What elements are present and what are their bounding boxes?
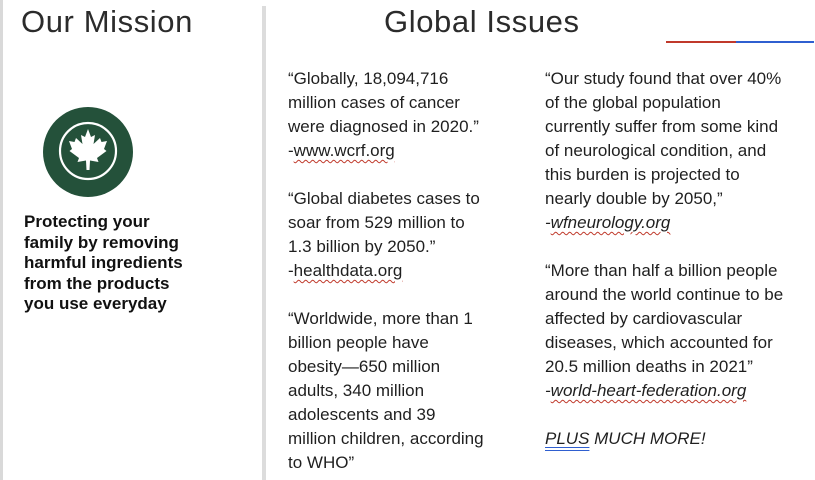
mission-tagline	[24, 212, 224, 315]
quote-line: “Global diabetes cases to	[288, 189, 480, 208]
quote-line: adolescents and 39	[288, 405, 436, 424]
quote-line: to WHO”	[288, 453, 355, 472]
quote-block	[545, 67, 813, 235]
source-link[interactable]: www.wcrf.org	[293, 141, 395, 160]
source-prefix: -	[545, 213, 551, 232]
quote-block	[288, 67, 523, 163]
quote-line: “Worldwide, more than 1	[288, 309, 473, 328]
source-link[interactable]: healthdata.org	[293, 261, 403, 280]
tagline-line: you use everyday	[24, 294, 167, 313]
source-prefix: -	[545, 381, 551, 400]
quote-spacer	[545, 235, 813, 259]
quote-line: around the world continue to be	[545, 285, 784, 304]
tagline-line: Protecting your	[24, 212, 150, 231]
source-link[interactable]: wfneurology.org	[550, 213, 671, 232]
source-row	[288, 259, 523, 283]
column-divider	[262, 6, 266, 480]
quote-line: million children, according	[288, 429, 484, 448]
quote-line: adults, 340 million	[288, 381, 425, 400]
quote-spacer	[545, 403, 813, 427]
quote-line: obesity—650 million	[288, 357, 441, 376]
quote-line: billion people have	[288, 333, 429, 352]
source-row	[545, 211, 813, 235]
mission-title: Our Mission	[21, 4, 193, 39]
source-row	[545, 379, 813, 403]
quote-line: 1.3 billion by 2050.”	[288, 237, 436, 256]
tagline-line: harmful ingredients	[24, 253, 183, 272]
quote-line: “Globally, 18,094,716	[288, 69, 449, 88]
tagline-line: family by removing	[24, 232, 179, 252]
issues-column-right	[545, 67, 813, 451]
quote-line: were diagnosed in 2020.”	[288, 117, 479, 136]
quote-block	[288, 187, 523, 283]
quote-line: million cases of cancer	[288, 93, 460, 112]
quote-spacer	[288, 163, 523, 187]
source-link[interactable]: world-heart-federation.org	[550, 381, 747, 400]
quote-line: of neurological condition, and	[545, 141, 767, 160]
quote-line: this burden is projected to	[545, 165, 740, 184]
quote-line: soar from 529 million to	[288, 213, 465, 232]
maple-leaf-icon	[43, 107, 133, 197]
left-edge-bar	[0, 0, 3, 480]
issues-column-left	[288, 67, 523, 475]
plus-much-more	[545, 427, 813, 451]
accent-line-red	[666, 41, 736, 43]
quote-line: nearly double by 2050,”	[545, 189, 723, 208]
quote-line: currently suffer from some kind	[545, 117, 779, 136]
quote-block	[288, 307, 523, 475]
accent-line-blue	[736, 41, 814, 43]
quote-line: diseases, which accounted for	[545, 333, 773, 352]
quote-line: “Our study found that over 40%	[545, 69, 782, 88]
plus-word: PLUS	[545, 429, 590, 448]
source-prefix: -	[288, 141, 294, 160]
source-prefix: -	[288, 261, 294, 280]
quote-block	[545, 259, 813, 403]
plus-rest: MUCH MORE!	[589, 429, 706, 448]
source-row	[288, 139, 523, 163]
quote-line: “More than half a billion people	[545, 261, 778, 280]
quote-line: of the global population	[545, 93, 721, 112]
quote-line: affected by cardiovascular	[545, 309, 743, 328]
quote-spacer	[288, 283, 523, 307]
global-issues-title: Global Issues	[384, 4, 580, 39]
tagline-line: from the products	[24, 273, 170, 293]
quote-line: 20.5 million deaths in 2021”	[545, 357, 753, 376]
